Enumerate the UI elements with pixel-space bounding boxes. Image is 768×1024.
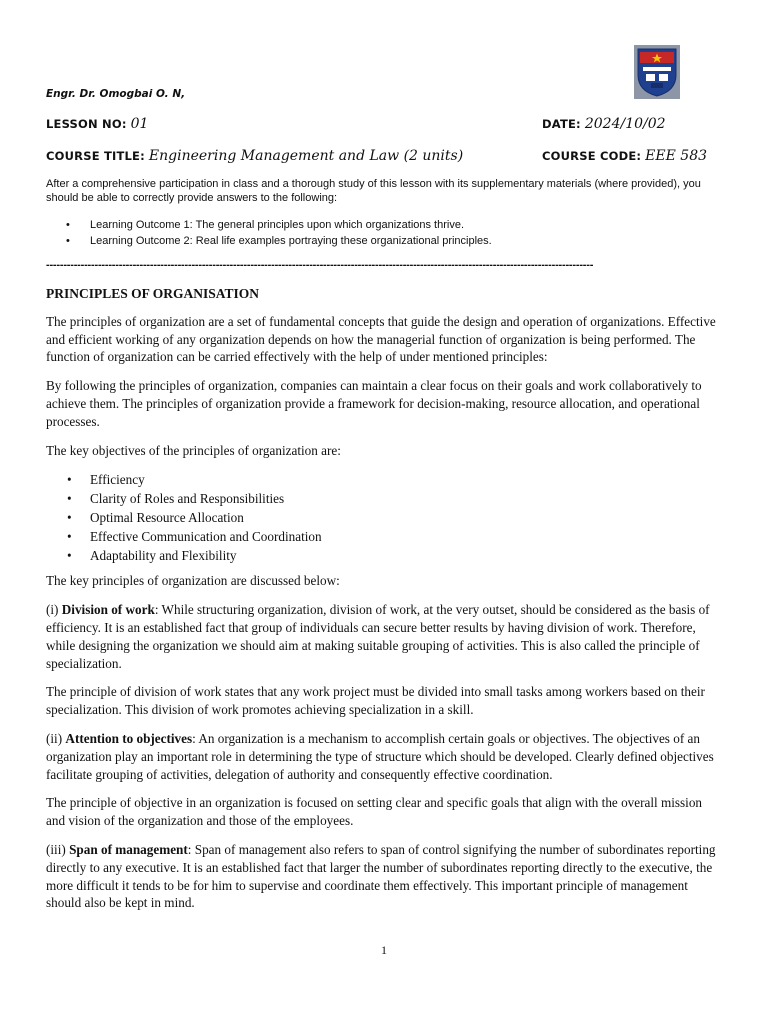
paragraph: By following the principles of organization, companies can maintain a clear focus on their goals and work collaboratively to achieve them. The principles of organization provide a framework for decision-making, resource allocation, and operational processes. (46, 378, 702, 429)
item-prefix: (iii) (46, 841, 70, 857)
section-divider: -------------------------------------------------------------------------------------------------------------------------------------------------------------- (46, 259, 594, 271)
learning-outcomes-list (46, 217, 726, 249)
list-item: • Learning Outcome 1: The general principles upon which organizations thrive. (46, 217, 726, 233)
crest-logo (634, 45, 680, 99)
course-code-value: EEE 583 (645, 148, 708, 164)
objectives-list (46, 470, 722, 565)
item-prefix: (ii) (46, 730, 66, 746)
paragraph: The principles of organization are a set of fundamental concepts that guide the design and operation of organizations. Effective and efficient working of any organization depends on how the managerial function of organization is being performed. The function of organization can be carried effectively with the help of under mentioned principles: (46, 313, 716, 365)
course-title-value: Engineering Management and Law (2 units) (148, 148, 464, 164)
section-title: PRINCIPLES OF ORGANISATION (46, 286, 260, 301)
list-item: • Efficiency (46, 470, 722, 489)
course-code-field (542, 147, 707, 165)
paragraph-division-of-work (46, 601, 722, 672)
item-text: : Span of management also refers to span of control signifying the number of subordinates reporting directly to any executive. It is an established fact that larger the number of subordinates reporting directly to the executive, the more difficult it tends to be for him to supervise and coordinate them effectively. This important principle of management should also be kept in mind. (46, 841, 716, 911)
course-title-field (46, 147, 463, 165)
logo-white-band (643, 67, 671, 71)
logo-base (651, 83, 663, 88)
author-name: Engr. Dr. Omogbai O. N, (46, 88, 186, 100)
item-title: Span of management (69, 841, 188, 857)
item-prefix: (i) (46, 602, 62, 618)
paragraph-span-of-management (46, 841, 722, 912)
item-title: Attention to objectives (65, 730, 193, 746)
item-title: Division of work (61, 602, 155, 618)
date-label: DATE: (542, 117, 581, 131)
list-item: • Adaptability and Flexibility (46, 546, 722, 565)
list-item: • Learning Outcome 2: Real life examples portraying these organizational principles. (46, 233, 726, 249)
course-title-label: COURSE TITLE: (46, 149, 145, 163)
date-field (542, 115, 666, 133)
paragraph: The key objectives of the principles of organization are: (46, 442, 341, 458)
date-value: 2024/10/02 (584, 116, 666, 132)
paragraph: The principle of division of work states that any work project must be divided into small tasks among workers based on their specialization. This division of work promotes achieving specialization in a skill. (46, 684, 705, 718)
course-code-label: COURSE CODE: (542, 149, 642, 163)
list-item: • Effective Communication and Coordination (46, 527, 722, 546)
item-text: : While structuring organization, division of work, at the very outset, should be considered as the basis of efficiency. It is an established fact that group of individuals can secure better results by having division of work. Therefore, while designing the organization we should aim at making suitable grouping of activities. This is also called the principle of specialization. (46, 602, 710, 671)
document-body (46, 285, 722, 923)
paragraph: The principle of objective in an organization is focused on setting clear and specific goals that align with the overall mission and vision of the organization and those of the employees. (46, 795, 703, 829)
list-item: • Optimal Resource Allocation (46, 508, 722, 527)
paragraph-attention-to-objectives (46, 730, 722, 783)
page-number: 1 (381, 943, 387, 957)
item-text: : An organization is a mechanism to accomplish certain goals or objectives. The objectives of an organization play an important role in determining the type of structure which should be developed. Clearly defined objectives facilitate grouping of activities, delegation of authority and consequently effective coordination. (46, 730, 714, 782)
logo-square-left (646, 74, 655, 81)
lesson-field (46, 115, 148, 133)
logo-square-right (659, 74, 668, 81)
list-item: • Clarity of Roles and Responsibilities (46, 489, 722, 508)
lesson-label: LESSON NO: (46, 117, 127, 131)
intro-text: After a comprehensive participation in class and a thorough study of this lesson with its supplementary materials (where provided), you should be able to correctly provide answers to the following: (46, 178, 701, 204)
paragraph: The key principles of organization are discussed below: (46, 573, 340, 589)
lesson-value: 01 (130, 116, 149, 132)
